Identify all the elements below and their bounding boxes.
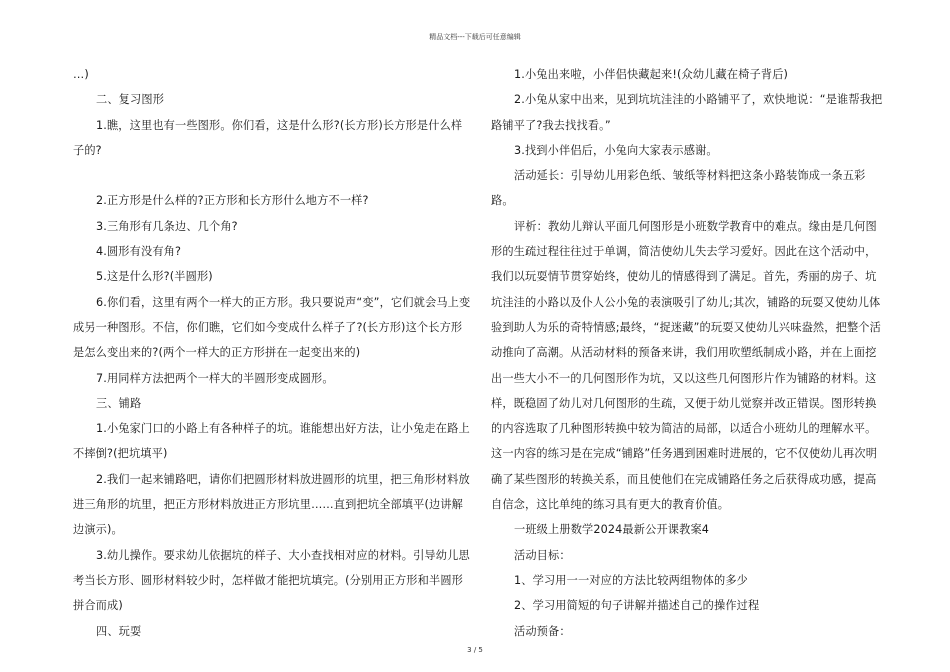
paragraph: 一班级上册数学2024最新公开课教案4: [514, 523, 710, 537]
paragraph: 四、玩耍: [96, 624, 142, 638]
paragraph: 4.圆形有没有角?: [96, 245, 182, 259]
paragraph: [73, 163, 473, 188]
paragraph: 7.用同样方法把两个一样大的半圆形变成圆形。: [96, 371, 334, 385]
paragraph: 二、复习图形: [96, 93, 165, 107]
paragraph: 2.正方形是什么样的?正方形和长方形什么地方不一样?: [96, 194, 369, 208]
page-header: 精品文档---下载后可任意编辑: [429, 33, 521, 41]
paragraph: 1.小兔出来啦，小伴侣快藏起来!(众幼儿藏在椅子背后): [514, 68, 789, 81]
page-number: 3 / 5: [467, 646, 483, 654]
paragraph: 2.小兔从家中出来，见到坑坑洼洼的小路铺平了，欢快地说：“是谁帮我把路铺平了?我去找找看。”: [491, 93, 883, 132]
paragraph: 活动目标：: [514, 548, 571, 562]
paragraph: 1.小兔家门口的小路上有各种样子的坑。谁能想出好方法，让小兔走在路上不摔倒?(把坑填平): [73, 422, 470, 461]
paragraph: 6.你们看，这里有两个一样大的正方形。我只要说声“变”，它们就会马上变成另一种图形。不信，你们瞧，它们如今变成什么样子了?(长方形)这个长方形是怎么变出来的?(两个一样大的正方形拼在一起变出来的): [73, 295, 471, 360]
paragraph: 活动预备：: [514, 624, 571, 638]
paragraph: 评析：教幼儿辩认平面几何图形是小班数学教育中的难点。缘由是几何图形的生疏过程往往过于单调，简洁使幼儿失去学习爱好。因此在这个活动中，我们以玩耍情节贯穿始终，使幼儿的情感得到了满足。首先，秀丽的房子、坑坑洼洼的小路以及仆人公小兔的表演吸引了幼儿;其次，铺路的玩耍又使幼儿体验到助人为乐的奇特情感;最终，“捉迷藏”的玩耍又使幼儿兴味盎然，把整个活动推向了高潮。从活动材料的预备来讲，我们用吹塑纸制成小路，并在上面挖出一些大小不一的几何图形作为坑，又以这些几何图形片作为铺路的材料。这样，既稳固了幼儿对几何图形的生疏，又便于幼儿觉察并改正错误。图形转换的内容选取了几种图形转换中较为简洁的局部，以适合小班幼儿的理解水平。这一内容的练习是在完成“铺路”任务遇到困难时进展的，它不仅使幼儿再次明确了某些图形的转换关系，而且使他们在完成铺路任务之后获得成功感，提高自信念，这比单纯的练习具有更大的教育价值。: [491, 219, 881, 512]
right-column: [491, 62, 887, 644]
paragraph: 2.我们一起来铺路吧，请你们把圆形材料放进圆形的坑里，把三角形材料放进三角形的坑里，把正方形材料放进正方形坑里……直到把坑全部填平(边讲解边演示)。: [73, 472, 470, 537]
paragraph: 活动延长：引导幼儿用彩色纸、皱纸等材料把这条小路装饰成一条五彩路。: [491, 169, 866, 208]
paragraph: 1、学习用一一对应的方法比较两组物体的多少: [514, 573, 749, 587]
paragraph: 3.找到小伴侣后，小兔向大家表示感谢。: [514, 143, 718, 157]
paragraph: 3.三角形有几条边、几个角?: [96, 219, 238, 233]
paragraph: 2、学习用简短的句子讲解并描述自己的操作过程: [514, 599, 760, 613]
paragraph: 三、铺路: [96, 396, 142, 410]
paragraph: 5.这是什么形?(半圆形): [96, 270, 213, 284]
left-column: [73, 62, 473, 644]
paragraph: 1.瞧，这里也有一些图形。你们看，这是什么形?(长方形)长方形是什么样子的?: [73, 118, 463, 157]
paragraph: 3.幼儿操作。要求幼儿依据坑的样子、大小查找相对应的材料。引导幼儿思考当长方形、圆形材料较少时，怎样做才能把坑填完。(分别用正方形和半圆形拼合而成): [73, 548, 470, 613]
paragraph: …): [73, 68, 89, 81]
